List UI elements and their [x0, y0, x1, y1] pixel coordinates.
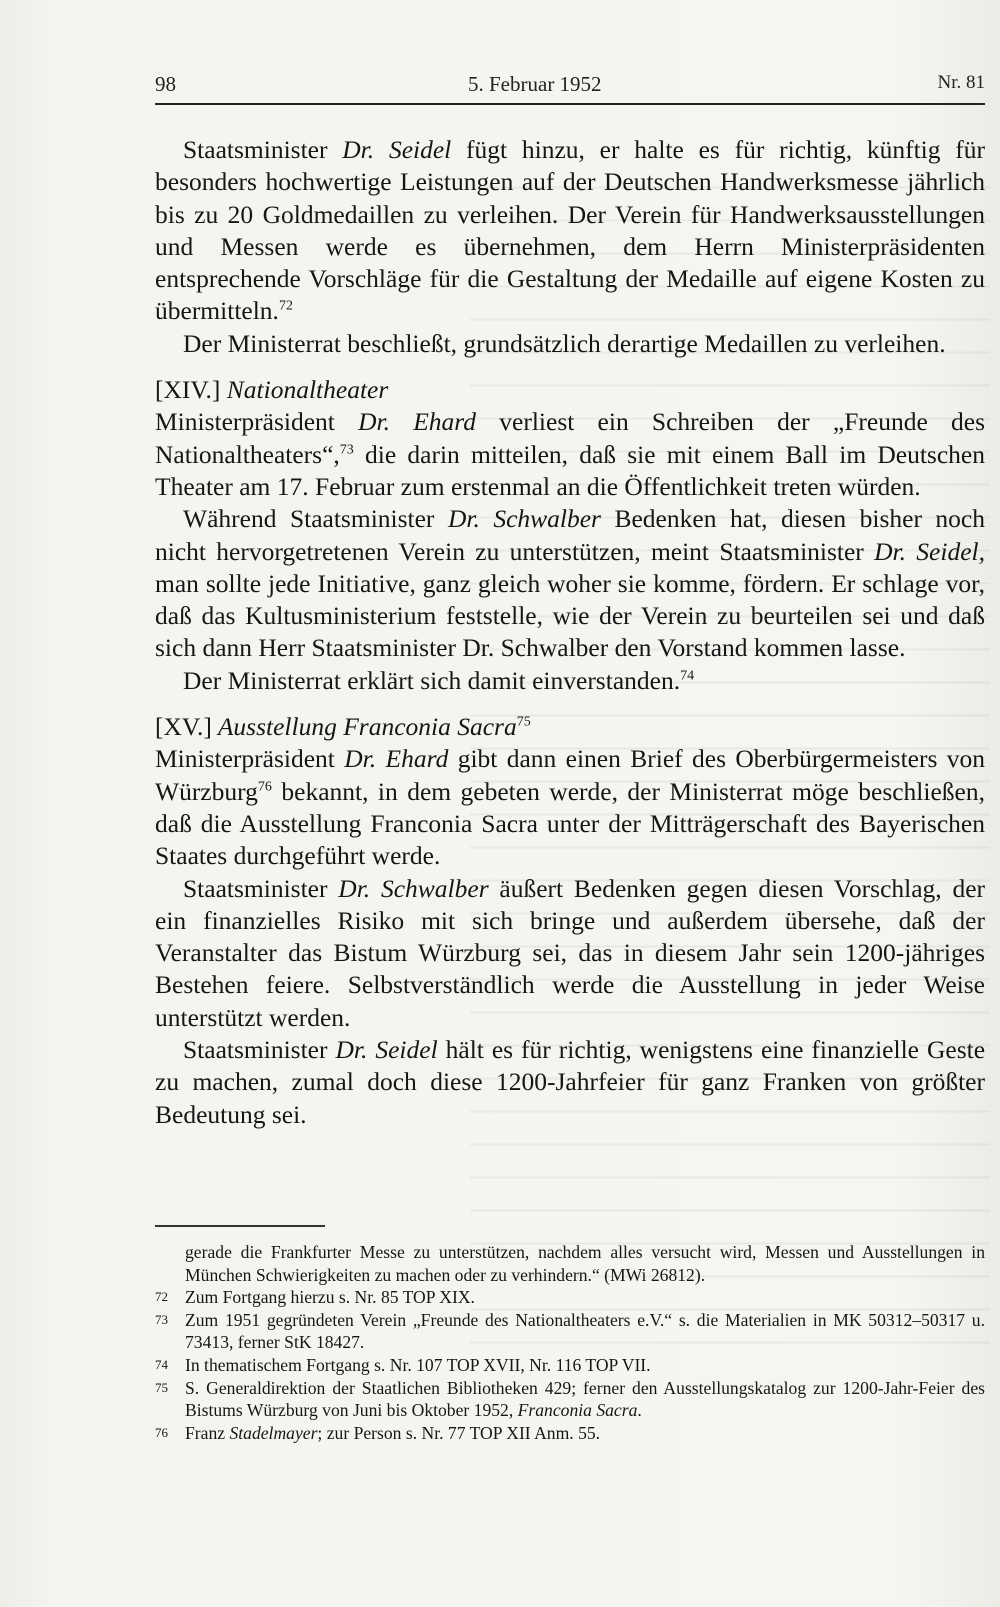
- title-abbrev: Dr.: [874, 536, 906, 566]
- section-number: [XV.]: [155, 712, 212, 742]
- footnotes: [155, 1241, 985, 1444]
- footnote-title: Franconia Sacra: [517, 1400, 638, 1421]
- footnote-number: 74: [155, 1356, 168, 1372]
- text-run: Staatsminister: [183, 873, 339, 903]
- footnote-text: S. Generaldirektion der Staatlichen Bibliotheken 429; ferner den Ausstellungskatalog zur 1200-Jahr-Feier des Bistums Würzburg von Juni bis Oktober 1952,: [185, 1377, 985, 1421]
- footnote-text: Franz: [185, 1422, 230, 1443]
- title-abbrev: Dr.: [358, 407, 390, 437]
- title-abbrev: Dr.: [338, 873, 371, 903]
- main-text: [155, 134, 985, 1131]
- footnote-number: 73: [155, 1311, 168, 1327]
- paragraph-ehard-franconia: [155, 743, 985, 872]
- section-heading-xiv: [155, 374, 985, 406]
- paragraph-seidel-medals: [155, 134, 985, 328]
- text-run: die darin mitteilen, daß sie mit einem Ball im Deutschen Theater am 17. Februar zum erstenmal an die Öffentlichkeit treten würden.: [155, 439, 985, 501]
- text-run: hält es für richtig, wenigstens eine finanzielle Geste zu machen, zumal doch diese 1200-Jahrfeier für ganz Franken von größter Bedeutung sei.: [155, 1035, 986, 1129]
- page-number: 98: [155, 72, 176, 96]
- text-run: Staatsminister: [183, 1035, 336, 1065]
- footnote-75: [155, 1377, 985, 1422]
- footnote-continuation: gerade die Frankfurter Messe zu unterstützen, nachdem alles versucht wird, Messen und Ausstellungen in München Schwierigkeiten zu machen oder zu verhindern.“ (MWi 26812).: [185, 1242, 985, 1285]
- section-heading-xv: [155, 711, 985, 743]
- speaker-name: Ehard: [413, 407, 477, 437]
- speaker-name: Schwalber: [493, 504, 601, 534]
- text-run: Der Ministerrat beschließt, grundsätzlich derartige Medaillen zu verleihen.: [183, 328, 946, 358]
- footnote-ref[interactable]: 76: [257, 779, 272, 795]
- footnote-72: [155, 1286, 985, 1309]
- paragraph-resolution-medals: [155, 328, 985, 360]
- paragraph-ehard-theater: [155, 406, 985, 503]
- text-run: Der Ministerrat erklärt sich damit einverstanden.: [183, 665, 681, 695]
- paragraph-schwalber-concerns: [155, 873, 985, 1034]
- text-run: fügt hinzu, er halte es für richtig, künftig für besonders hochwertige Leistungen auf der Deutschen Handwerksmesse jährlich bis zu 20 Goldmedaillen zu verleihen. Der Verein für Handwerksausstellungen und Messen werde es übernehmen, dem Herrn Ministerpräsidenten entsprechende Vorschläge für die Gestaltung der Medaille auf eigene Kosten zu übermitteln.: [155, 135, 986, 326]
- footnote-ref[interactable]: 75: [516, 714, 531, 730]
- running-header: [155, 72, 985, 102]
- speaker-name: Schwalber: [380, 873, 489, 903]
- title-abbrev: Dr.: [344, 744, 377, 774]
- paragraph-seidel-gesture: [155, 1034, 985, 1131]
- speaker-name: Seidel,: [906, 536, 985, 566]
- paragraph-schwalber-seidel: [155, 503, 985, 664]
- text-run: gibt dann einen Brief des Oberbürgermeisters von Würzburg: [155, 744, 986, 806]
- footnote-74: [155, 1354, 985, 1377]
- footnote-ref[interactable]: 73: [339, 442, 354, 458]
- footnote-separator: [155, 1225, 325, 1227]
- speaker-name: Ehard: [385, 744, 449, 774]
- section-number: [XIV.]: [155, 375, 221, 405]
- footnote-text: In thematischem Fortgang s. Nr. 107 TOP XVII, Nr. 116 TOP VII.: [185, 1354, 651, 1375]
- issue-number: Nr. 81: [937, 72, 985, 93]
- text-run: Ministerpräsident: [155, 407, 359, 437]
- text-run: äußert Bedenken gegen diesen Vorschlag, der ein finanzielles Risiko mit sich bringe und außerdem übersehe, daß der Veranstalter das Bistum Würzburg sei, das in diesem Jahr sein 1200-jähriges Bestehen feiere. Selbstverständlich werde die Ausstellung in jeder Weise unterstützt werden.: [155, 873, 986, 1032]
- footnote-number: 76: [155, 1424, 168, 1440]
- text-run: bekannt, in dem gebeten werde, der Ministerrat möge beschließen, daß die Ausstellung Franconia Sacra unter der Mitträgerschaft des Bayerischen Staates durchgeführt werde.: [155, 776, 985, 871]
- footnote-text: Zum Fortgang hierzu s. Nr. 85 TOP XIX.: [185, 1287, 475, 1308]
- text-run: Ministerpräsident: [155, 744, 345, 774]
- section-title: Ausstellung Franconia Sacra: [211, 712, 517, 742]
- footnote-text: .: [637, 1400, 642, 1421]
- paragraph-resolution-agreed: [155, 665, 985, 697]
- title-abbrev: Dr.: [335, 1035, 368, 1065]
- speaker-name: Seidel: [375, 1035, 438, 1065]
- footnote-text: ; zur Person s. Nr. 77 TOP XII Anm. 55.: [317, 1422, 601, 1443]
- text-run: Staatsminister: [183, 135, 343, 164]
- header-rule: [155, 103, 985, 105]
- footnote-number: 75: [155, 1379, 168, 1395]
- footnote-73: [155, 1309, 985, 1354]
- text-run: Während Staatsminister: [183, 504, 448, 534]
- footnote-number: 72: [155, 1289, 168, 1305]
- footnote-person: Stadelmayer: [229, 1422, 318, 1443]
- title-abbrev: Dr.: [342, 135, 375, 164]
- text-run: man sollte jede Initiative, ganz gleich woher sie komme, fördern. Er schlage vor, daß das Kultusministerium feststelle, wie der Verein zu beurteilen sei und daß sich dann Herr Staatsminister Dr. Schwalber den Vorstand kommen lasse.: [155, 568, 985, 663]
- footnote-ref[interactable]: 74: [680, 668, 695, 684]
- header-date: 5. Februar 1952: [468, 72, 602, 96]
- section-title: Nationaltheater: [220, 375, 389, 405]
- footnote-ref[interactable]: 72: [278, 298, 293, 314]
- speaker-name: Seidel: [388, 135, 452, 164]
- text-run: Bedenken hat, diesen bisher noch nicht hervorgetretenen Verein zu unterstützen, meint Staatsminister: [155, 504, 985, 566]
- text-run: verliest ein Schreiben der „Freunde des Nationaltheaters“,: [155, 407, 985, 469]
- footnote-76: [155, 1422, 985, 1445]
- title-abbrev: Dr.: [447, 504, 480, 534]
- footnote-text: Zum 1951 gegründeten Verein „Freunde des Nationaltheaters e.V.“ s. die Materialien in MK 50312–50317 u. 73413, ferner StK 18427.: [185, 1309, 985, 1353]
